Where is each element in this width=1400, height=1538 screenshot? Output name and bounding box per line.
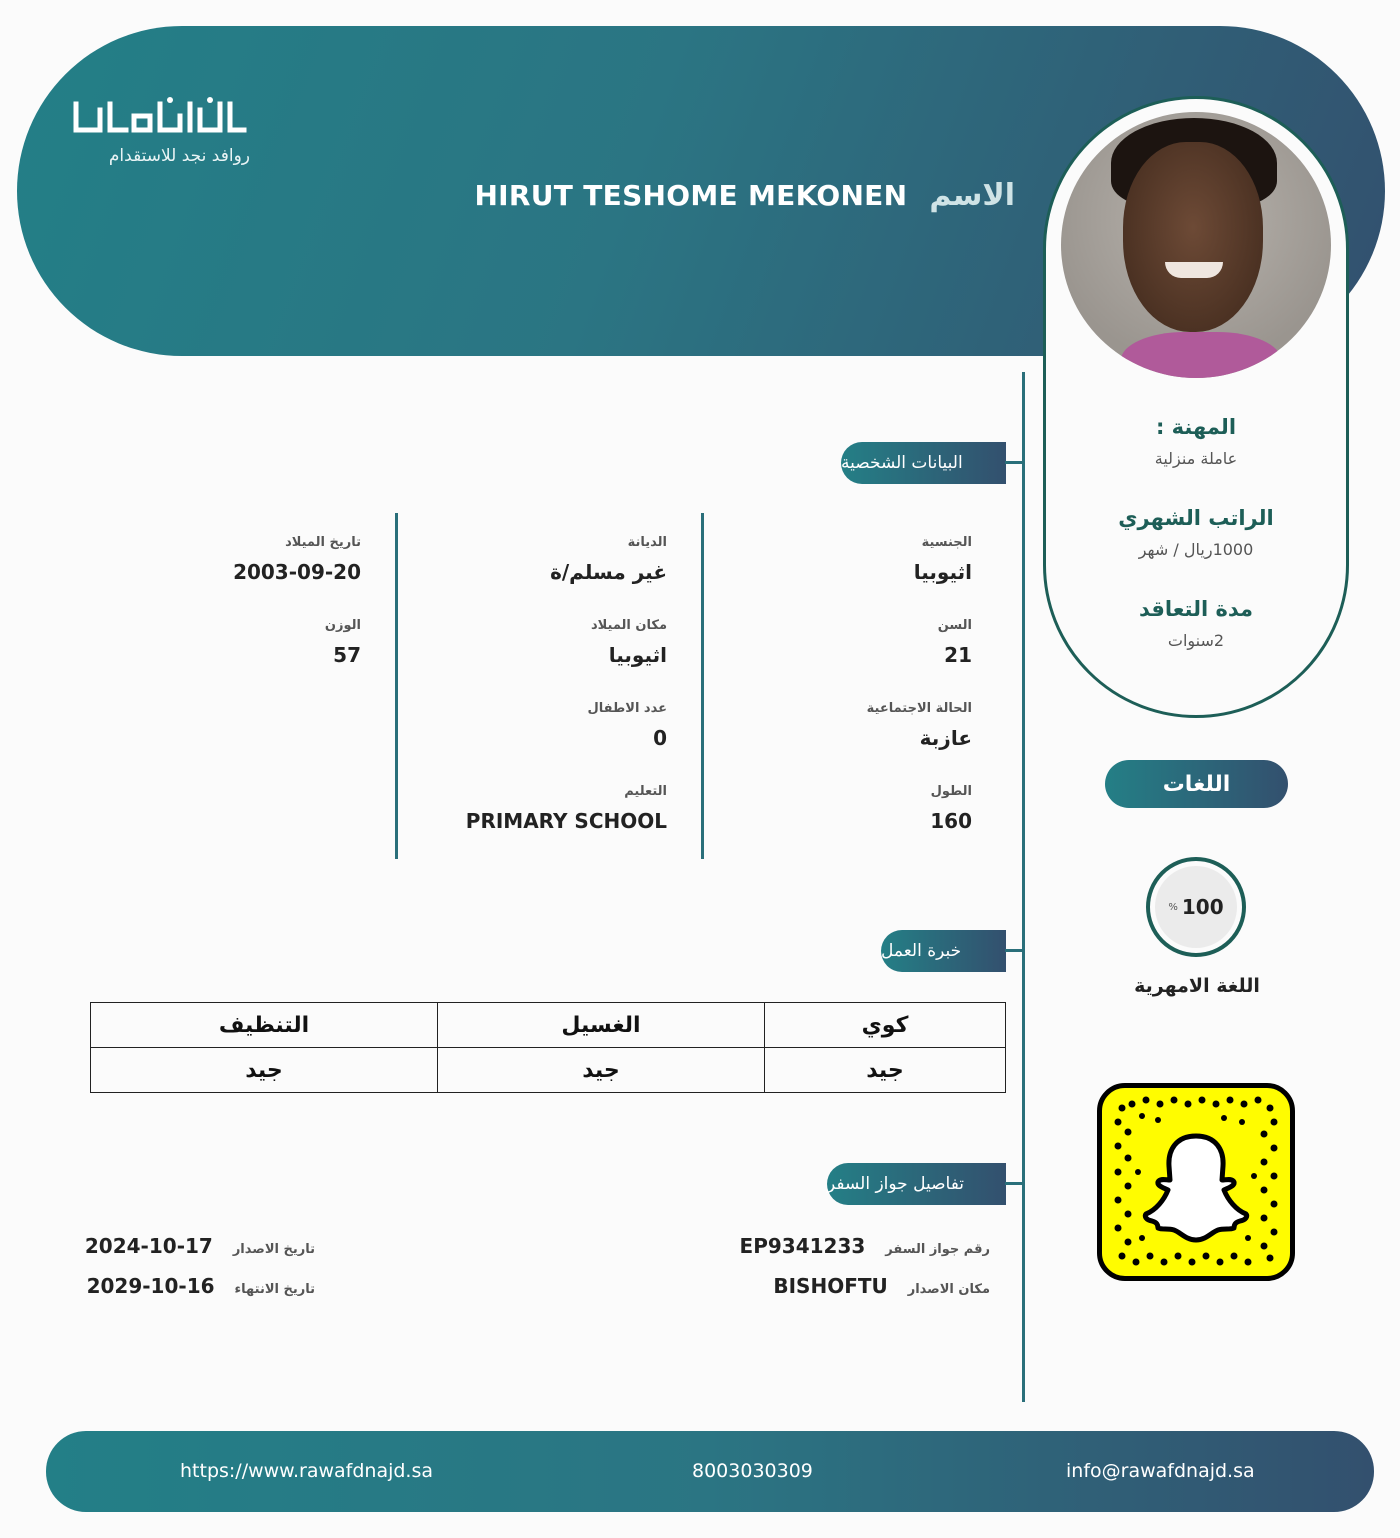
salary-block bbox=[1043, 506, 1349, 559]
field-religion: الديانة غير مسلم/ة bbox=[550, 535, 667, 584]
contract-label: مدة التعاقد bbox=[1138, 597, 1254, 621]
languages-title: اللغات bbox=[1105, 760, 1288, 808]
company-logo bbox=[70, 96, 250, 171]
section-tick bbox=[1005, 949, 1023, 952]
passport-expiry-date: تاريخ الانتهاء 2029-10-16 bbox=[86, 1274, 315, 1298]
worker-name-row bbox=[474, 178, 1015, 213]
language-name: اللغة الامهرية bbox=[1134, 975, 1260, 997]
skill-header: الغسيل bbox=[438, 1003, 765, 1048]
skills-table bbox=[90, 1002, 1006, 1093]
table-row bbox=[91, 1048, 1006, 1093]
skill-level: جيد bbox=[438, 1048, 765, 1093]
section-personal: البيانات الشخصية bbox=[841, 442, 1006, 484]
column-separator bbox=[395, 513, 398, 859]
vertical-divider bbox=[1022, 372, 1025, 1402]
snapchat-ghost-icon bbox=[1102, 1088, 1290, 1276]
field-education: التعليم PRIMARY SCHOOL bbox=[465, 784, 667, 833]
field-birth-date: تاريخ الميلاد 2003-09-20 bbox=[233, 535, 361, 584]
contract-value: 2سنوات bbox=[1167, 631, 1225, 650]
language-level-ring bbox=[1146, 857, 1246, 957]
footer-phone[interactable]: 8003030309 bbox=[692, 1460, 813, 1482]
language-percent: 100 bbox=[1181, 895, 1224, 919]
contract-block bbox=[1043, 597, 1349, 650]
section-experience: خبرة العمل bbox=[881, 930, 1006, 972]
section-tick bbox=[1005, 1182, 1023, 1185]
section-passport: تفاصيل جواز السفر bbox=[827, 1163, 1006, 1205]
field-weight: الوزن 57 bbox=[324, 618, 361, 667]
profession-label: المهنة : bbox=[1155, 415, 1237, 439]
skill-header: كوي bbox=[765, 1003, 1006, 1048]
passport-issue-date: تاريخ الاصدار 2024-10-17 bbox=[84, 1234, 315, 1258]
footer-website-link[interactable]: https://www.rawafdnajd.sa bbox=[180, 1460, 434, 1482]
field-height: الطول 160 bbox=[930, 784, 972, 833]
field-marital-status: الحالة الاجتماعية عازبة bbox=[866, 701, 972, 750]
table-row bbox=[91, 1003, 1006, 1048]
snapchat-code[interactable] bbox=[1097, 1083, 1295, 1281]
worker-name: HIRUT TESHOME MEKONEN bbox=[474, 179, 908, 212]
skill-level: جيد bbox=[91, 1048, 438, 1093]
salary-label: الراتب الشهري bbox=[1118, 506, 1274, 530]
percent-sign: % bbox=[1168, 901, 1178, 913]
field-age: السن 21 bbox=[937, 618, 972, 667]
logo-mark-icon bbox=[72, 96, 248, 138]
logo-subtitle: روافد نجد للاستقدام bbox=[108, 146, 250, 166]
field-nationality: الجنسية اثيوبيا bbox=[913, 535, 972, 584]
salary-value: 1000ريال / شهر bbox=[1138, 540, 1254, 559]
field-children: عدد الاطفال 0 bbox=[587, 701, 667, 750]
field-birthplace: مكان الميلاد اثيوبيا bbox=[590, 618, 667, 667]
profession-block bbox=[1043, 415, 1349, 468]
worker-photo bbox=[1061, 112, 1331, 378]
name-label: الاسم bbox=[929, 178, 1015, 213]
footer-bar bbox=[46, 1431, 1374, 1512]
passport-issue-place: مكان الاصدار BISHOFTU bbox=[773, 1274, 990, 1298]
skill-level: جيد bbox=[765, 1048, 1006, 1093]
footer-email-link[interactable]: info@rawafdnajd.sa bbox=[1066, 1460, 1255, 1482]
section-tick bbox=[1005, 461, 1023, 464]
column-separator bbox=[701, 513, 704, 859]
profession-value: عاملة منزلية bbox=[1154, 449, 1238, 468]
skill-header: التنظيف bbox=[91, 1003, 438, 1048]
passport-number: رقم جواز السفر EP9341233 bbox=[739, 1234, 990, 1258]
